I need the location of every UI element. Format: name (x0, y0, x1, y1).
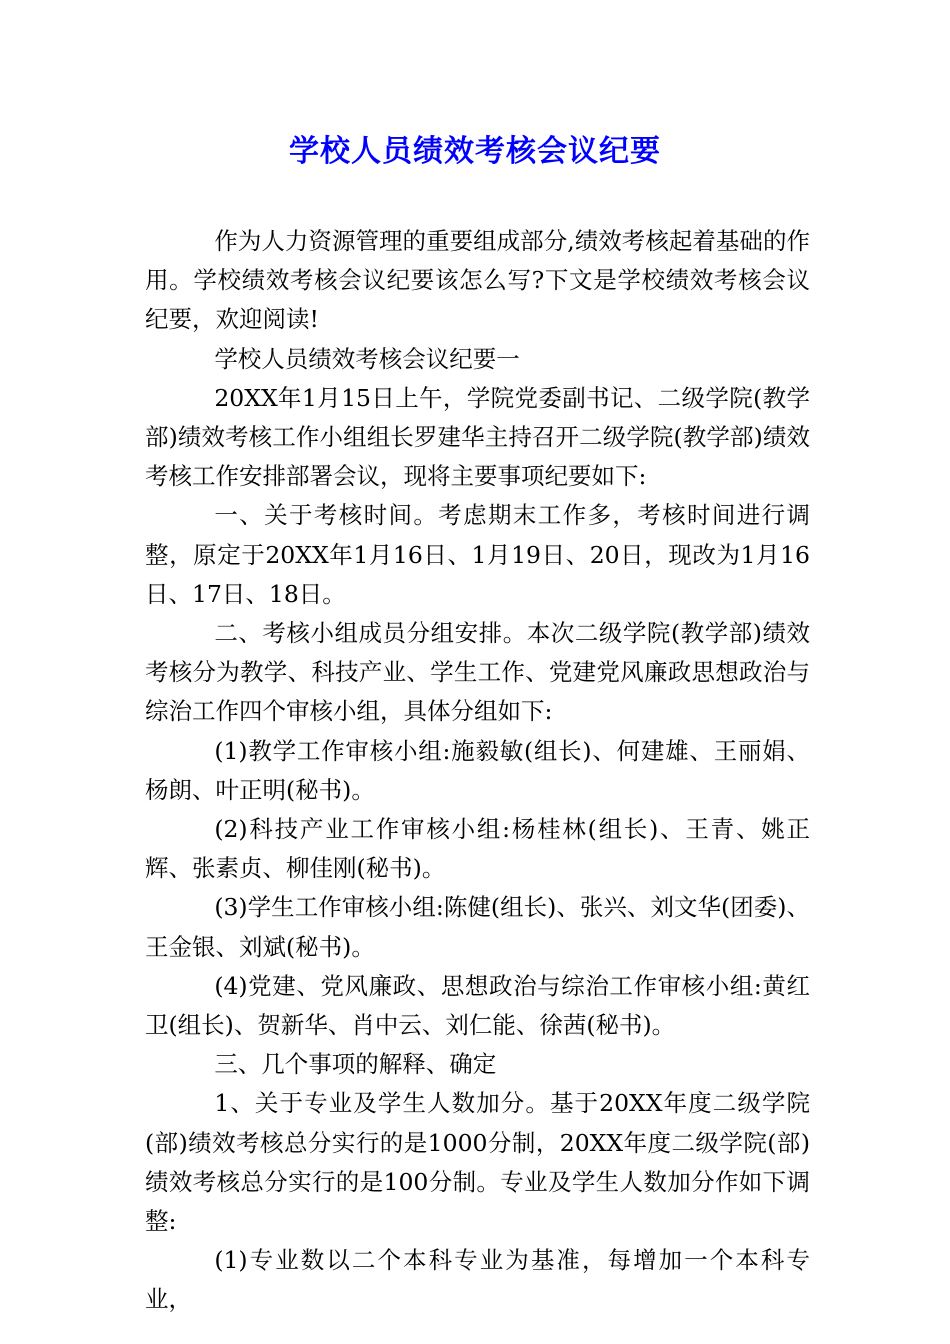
paragraph-section-heading: 学校人员绩效考核会议纪要一 (214, 344, 520, 373)
paragraph-subitem-1: 1、关于专业及学生人数加分。基于20XX年度二级学院(部)绩效考核总分实行的是1000分制，20XX年度二级学院(部)绩效考核总分实行的是100分制。专业及学生人数加分作如下调整: (145, 1089, 810, 1236)
paragraph-group-4: (4)党建、党风廉政、思想政治与综治工作审核小组:黄红卫(组长)、贺新华、肖中云、刘仁能、徐茜(秘书)。 (145, 971, 810, 1040)
paragraph-item-1: 一、关于考核时间。考虑期末工作多，考核时间进行调整，原定于20XX年1月16日、1月19日、20日，现改为1月16日、17日、18日。 (145, 501, 810, 608)
paragraph-group-2: (2)科技产业工作审核小组:杨桂林(组长)、王青、姚正辉、张素贞、柳佳刚(秘书)。 (145, 815, 810, 883)
paragraph-group-3: (3)学生工作审核小组:陈健(组长)、张兴、刘文华(团委)、王金银、刘斌(秘书)。 (145, 893, 810, 961)
document-body (145, 222, 810, 1320)
paragraph-subitem-1-1: (1)专业数以二个本科专业为基准，每增加一个本科专业， (145, 1246, 810, 1314)
paragraph-group-1: (1)教学工作审核小组:施毅敏(组长)、何建雄、王丽娟、杨朗、叶正明(秘书)。 (145, 736, 810, 804)
document-title: 学校人员绩效考核会议纪要 (289, 134, 661, 169)
paragraph-item-3: 三、几个事项的解释、确定 (214, 1050, 497, 1079)
paragraph-item-2: 二、考核小组成员分组安排。本次二级学院(教学部)绩效考核分为教学、科技产业、学生工作、党建党风廉政思想政治与综治工作四个审核小组，具体分组如下: (145, 619, 810, 726)
paragraph-intro: 作为人力资源管理的重要组成部分,绩效考核起着基础的作用。学校绩效考核会议纪要该怎么写?下文是学校绩效考核会议纪要，欢迎阅读! (145, 227, 810, 334)
paragraph-meeting-info: 20XX年1月15日上午，学院党委副书记、二级学院(教学部)绩效考核工作小组组长罗建华主持召开二级学院(教学部)绩效考核工作安排部署会议，现将主要事项纪要如下: (145, 383, 810, 491)
